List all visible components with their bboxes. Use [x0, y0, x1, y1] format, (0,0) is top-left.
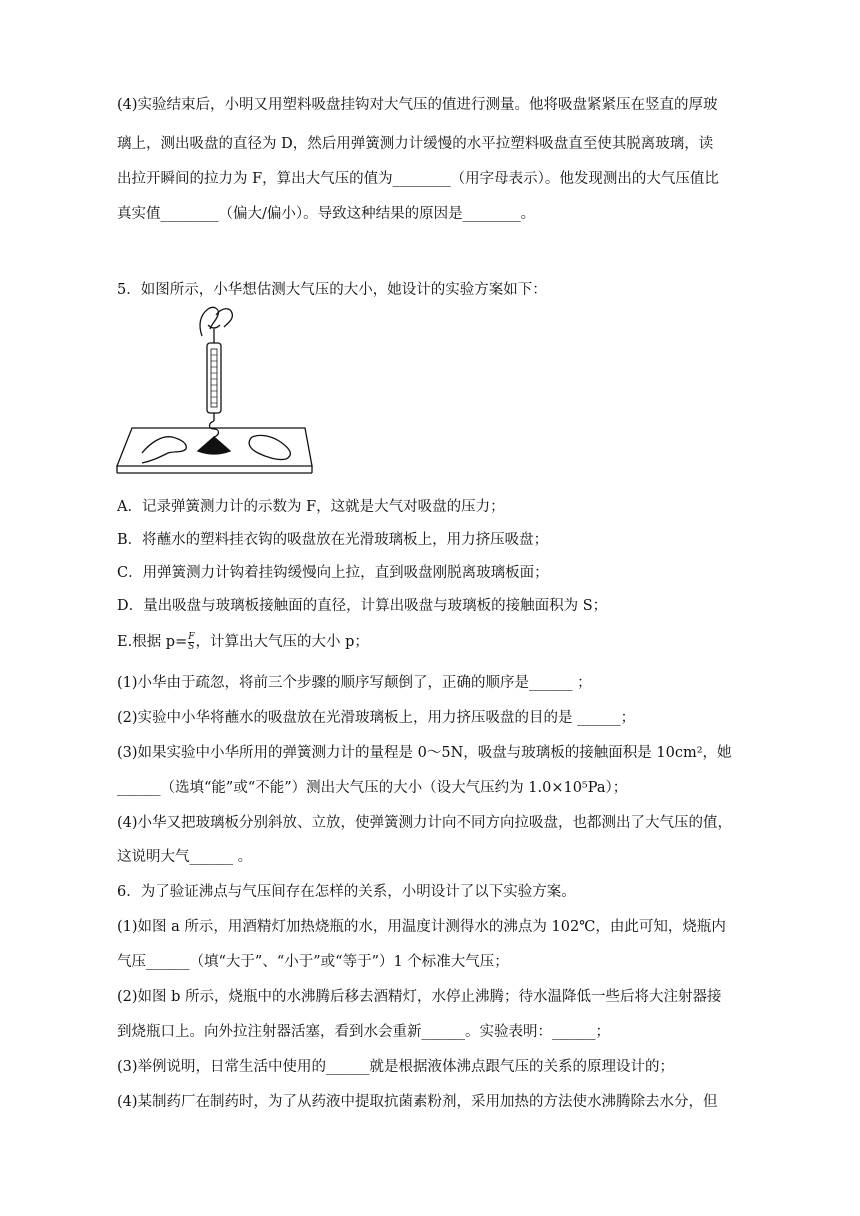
- q6-part1-line2: 气压______（填“大于”、“小于”或“等于”）1 个标准大气压；: [117, 954, 509, 970]
- q5-step-e: [117, 632, 369, 652]
- q5-step-e-suffix: ，计算出大气压的大小 p；: [195, 634, 369, 650]
- q4-part4-line4: 真实值________（偏大/偏小）。导致这种结果的原因是________。: [117, 206, 536, 222]
- q4-part4-line1: (4)实验结束后，小明又用塑料吸盘挂钩对大气压的值进行测量。他将吸盘紧紧压在竖直的厚玻: [117, 97, 718, 113]
- q5-step-b: B．将蘸水的塑料挂衣钩的吸盘放在光滑玻璃板上，用力挤压吸盘；: [117, 532, 549, 548]
- suction-cup-experiment-figure: [112, 303, 317, 483]
- q6-part1-line1: (1)如图 a 所示，用酒精灯加热烧瓶的水，用温度计测得水的沸点为 102℃，由此可知，烧瓶内: [117, 919, 726, 935]
- q5-step-a: A．记录弹簧测力计的示数为 F，这就是大气对吸盘的压力；: [117, 499, 505, 515]
- pressure-formula-fraction: [188, 633, 194, 652]
- q6-part3: (3)举例说明，日常生活中使用的______就是根据液体沸点跟气压的关系的原理设计的；: [117, 1059, 675, 1075]
- formula-denominator: S: [188, 641, 195, 652]
- q5-part2: (2)实验中小华将蘸水的吸盘放在光滑玻璃板上，用力挤压吸盘的目的是 ______；: [117, 710, 636, 726]
- q4-part4-line3: 出拉开瞬间的拉力为 F，算出大气压的值为________（用字母表示）。他发现测出的大气压值比: [117, 171, 719, 187]
- q4-part4-line2: 璃上，测出吸盘的直径为 D，然后用弹簧测力计缓慢的水平拉塑料吸盘直至使其脱离玻璃，读: [117, 136, 714, 152]
- right-hand-icon: [249, 435, 290, 459]
- hand-holding-scale-icon: [200, 307, 218, 336]
- left-hand-icon: [142, 437, 186, 463]
- q6-part4: (4)某制药厂在制药时，为了从药液中提取抗菌素粉剂，采用加热的方法使水沸腾除去水分，但: [117, 1094, 718, 1110]
- q5-step-e-prefix: E.根据 p=: [117, 634, 188, 650]
- q5-step-d: D．量出吸盘与玻璃板接触面的直径，计算出吸盘与玻璃板的接触面积为 S；: [117, 598, 608, 614]
- q5-part3-line2: ______（选填“能”或“不能”）测出大气压的大小（设大气压约为 1.0×10⁵Pa）；: [117, 780, 628, 796]
- formula-numerator: F: [188, 631, 195, 642]
- q5-part1: (1)小华由于疏忽，将前三个步骤的顺序写颠倒了，正确的顺序是______ ；: [117, 675, 592, 691]
- q5-step-c: C．用弹簧测力计钩着挂钩缓慢向上拉，直到吸盘刚脱离玻璃板面；: [117, 565, 549, 581]
- q5-part3-line1: (3)如果实验中小华所用的弹簧测力计的量程是 0～5N，吸盘与玻璃板的接触面积是 10cm²，她: [117, 745, 732, 761]
- q6-part2-line2: 到烧瓶口上。向外拉注射器活塞，看到水会重新______。实验表明：______；: [117, 1024, 610, 1040]
- spring-scale-icon: [207, 343, 221, 413]
- q5-intro: 5．如图所示，小华想估测大气压的大小，她设计的实验方案如下：: [117, 282, 547, 298]
- q5-part4-line1: (4)小华又把玻璃板分别斜放、立放，使弹簧测力计向不同方向拉吸盘，也都测出了大气压的值，: [117, 815, 733, 831]
- q5-part4-line2: 这说明大气______ 。: [117, 849, 253, 865]
- q6-part2-line1: (2)如图 b 所示，烧瓶中的水沸腾后移去酒精灯，水停止沸腾；待水温降低一些后将大注射器接: [117, 989, 722, 1005]
- q6-intro: 6．为了验证沸点与气压间存在怎样的关系，小明设计了以下实验方案。: [117, 884, 576, 900]
